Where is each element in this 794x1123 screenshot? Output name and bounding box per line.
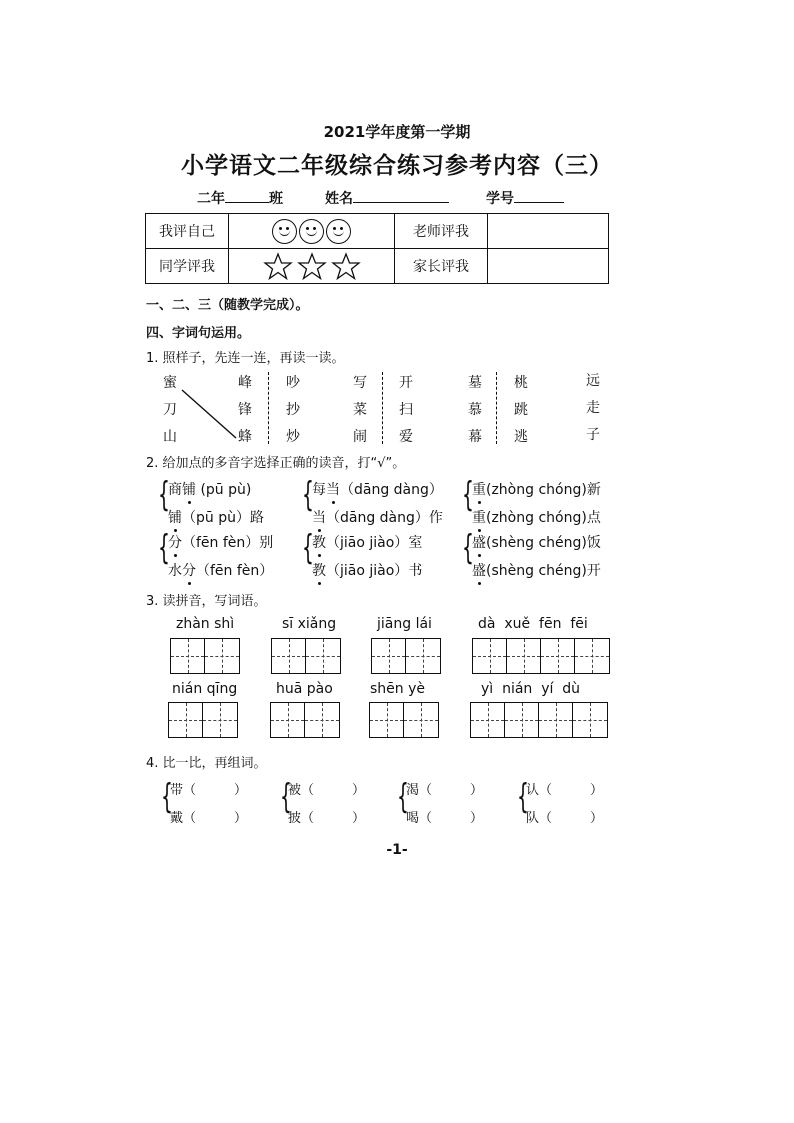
q2-line[interactable]: 分（fēn fèn）别 [168, 532, 273, 552]
self-eval-faces[interactable] [229, 214, 395, 249]
match-right-item[interactable]: 子 [586, 427, 600, 443]
smiley-face-icon [326, 219, 351, 244]
group-divider [382, 372, 383, 444]
evaluation-table [145, 213, 609, 284]
school-year: 2021学年度第一学期 [323, 123, 471, 141]
match-right-item[interactable]: 远 [586, 373, 600, 389]
match-left-item[interactable]: 桃 [514, 375, 528, 391]
q4-pairs [0, 774, 794, 834]
q2-line[interactable]: 每当（dāng dàng） [312, 479, 443, 499]
id-label: 学号 [486, 191, 514, 207]
writing-grid[interactable] [472, 638, 610, 674]
brace-icon: { [462, 528, 474, 568]
q4-line[interactable]: 戴（ ） [170, 811, 248, 826]
q4-line[interactable]: 披（ ） [288, 811, 366, 826]
teacher-eval-cell[interactable] [488, 214, 609, 249]
match-left-item[interactable]: 山 [163, 429, 177, 445]
parent-eval-cell[interactable] [488, 249, 609, 284]
match-left-item[interactable]: 逃 [514, 429, 528, 445]
grade-field [197, 188, 283, 208]
q4-line[interactable]: 队（ ） [526, 811, 604, 826]
q2-items [0, 474, 794, 584]
page-title: 小学语文二年级综合练习参考内容（三） [181, 153, 613, 179]
writing-grid[interactable] [168, 702, 238, 738]
match-right-item[interactable]: 写 [353, 375, 367, 391]
q3-title: 3. 读拼音，写词语。 [146, 594, 267, 609]
q1-matching [0, 370, 794, 445]
grade-label: 二年 [197, 191, 225, 207]
section-4-heading: 四、字词句运用。 [146, 326, 251, 341]
name-blank[interactable] [353, 188, 449, 203]
match-right-item[interactable]: 慕 [468, 402, 482, 418]
match-right-item[interactable]: 峰 [238, 375, 252, 391]
match-right-item[interactable]: 走 [586, 400, 600, 416]
match-left-item[interactable]: 跳 [514, 402, 528, 418]
writing-grid[interactable] [170, 638, 240, 674]
teacher-eval-label: 老师评我 [395, 214, 488, 249]
match-right-item[interactable]: 菜 [353, 402, 367, 418]
match-left-item[interactable]: 刀 [163, 402, 177, 418]
q2-line[interactable]: 教（jiāo jiào）室 [312, 532, 422, 552]
match-left-item[interactable]: 扫 [399, 402, 413, 418]
q4-title: 4. 比一比，再组词。 [146, 756, 267, 771]
match-right-item[interactable]: 闹 [353, 429, 367, 445]
q2-line[interactable]: 重(zhòng chóng)新 [472, 479, 601, 499]
q4-line[interactable]: 喝（ ） [406, 811, 484, 826]
match-left-item[interactable]: 蜜 [163, 375, 177, 391]
peer-eval-stars[interactable] [229, 249, 395, 284]
q4-line[interactable]: 带（ ） [170, 783, 248, 798]
writing-grid[interactable] [270, 702, 340, 738]
star-rating-icon [262, 252, 362, 280]
parent-eval-label: 家长评我 [395, 249, 488, 284]
pinyin-label: huā pào [276, 681, 333, 697]
q2-line[interactable]: 教（jiāo jiào）书 [312, 560, 422, 580]
q2-line[interactable]: 水分（fēn fèn） [168, 560, 273, 580]
match-left-item[interactable]: 爱 [399, 429, 413, 445]
match-right-item[interactable]: 幕 [468, 429, 482, 445]
q2-line[interactable]: 当（dāng dàng）作 [312, 507, 443, 527]
brace-icon: { [462, 475, 474, 515]
brace-icon: { [280, 777, 292, 817]
smiley-face-icon [299, 219, 324, 244]
q2-line[interactable]: 铺（pū pù）路 [168, 507, 264, 527]
q4-line[interactable]: 渴（ ） [406, 783, 484, 798]
brace-icon: { [517, 777, 529, 817]
pinyin-label: yì nián yí dù [481, 681, 581, 697]
q2-title: 2. 给加点的多音字选择正确的读音，打“√”。 [146, 456, 406, 471]
brace-icon: { [158, 475, 170, 515]
match-left-item[interactable]: 炒 [286, 429, 300, 445]
brace-icon: { [302, 528, 314, 568]
match-left-item[interactable]: 吵 [286, 375, 300, 391]
q2-line[interactable]: 商铺 (pū pù) [168, 479, 251, 499]
brace-icon: { [161, 777, 173, 817]
smiley-face-icon [272, 219, 297, 244]
q4-line[interactable]: 被（ ） [288, 783, 366, 798]
q2-line[interactable]: 盛(shèng chéng)开 [472, 560, 601, 580]
grade-blank[interactable] [225, 188, 269, 203]
section-1-3-heading: 一、二、三（随教学完成）。 [146, 298, 309, 313]
name-label: 姓名 [325, 191, 353, 207]
pinyin-label: zhàn shì [176, 616, 235, 632]
writing-grid[interactable] [271, 638, 341, 674]
writing-grid[interactable] [369, 702, 439, 738]
match-right-item[interactable]: 蜂 [238, 429, 252, 445]
class-label: 班 [269, 191, 283, 207]
id-field [486, 188, 564, 208]
writing-grid[interactable] [371, 638, 441, 674]
pinyin-label: shēn yè [370, 681, 426, 697]
page-number: -1- [386, 842, 408, 858]
q2-line[interactable]: 重(zhòng chóng)点 [472, 507, 601, 527]
pinyin-label: dà xuě fēn fēi [478, 616, 588, 632]
q2-line[interactable]: 盛(shèng chéng)饭 [472, 532, 601, 552]
q1-title: 1. 照样子，先连一连，再读一读。 [146, 351, 345, 366]
match-right-item[interactable]: 锋 [238, 402, 252, 418]
pinyin-label: sī xiǎng [282, 616, 337, 632]
brace-icon: { [158, 528, 170, 568]
brace-icon: { [302, 475, 314, 515]
match-right-item[interactable]: 墓 [468, 375, 482, 391]
brace-icon: { [397, 777, 409, 817]
name-field [325, 188, 449, 208]
id-blank[interactable] [514, 188, 564, 203]
pinyin-label: jiāng lái [377, 616, 432, 632]
self-eval-label: 我评自己 [146, 214, 229, 249]
match-left-item[interactable]: 抄 [286, 402, 300, 418]
pinyin-label: nián qīng [172, 681, 238, 697]
q4-line[interactable]: 认（ ） [526, 783, 604, 798]
group-divider [496, 372, 497, 444]
peer-eval-label: 同学评我 [146, 249, 229, 284]
writing-grid[interactable] [470, 702, 608, 738]
group-divider [268, 372, 269, 444]
example-connect-line [180, 388, 240, 440]
match-left-item[interactable]: 开 [399, 375, 413, 391]
